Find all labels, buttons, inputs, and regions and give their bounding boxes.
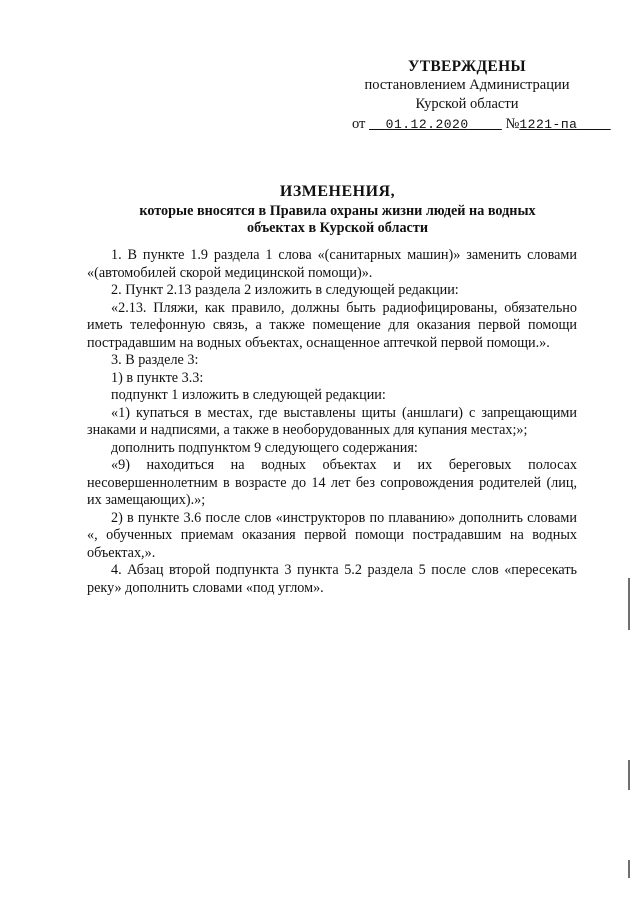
approval-number: 1221-па — [519, 117, 578, 132]
paragraph-11: 4. Абзац второй подпункта 3 пункта 5.2 раздела 5 после слов «пересекать реку» дополнить словами «под углом». — [87, 562, 577, 596]
paragraph-9: «9) находиться на водных объектах и их береговых полосах несовершеннолетним в возрасте до 14 лет без сопровождения родителей (лиц, их замещающих).»; — [87, 457, 577, 508]
document-body — [87, 247, 577, 597]
paragraph-6: подпункт 1 изложить в следующей редакции: — [111, 387, 386, 403]
approval-line-1: постановлением Администрации — [364, 77, 570, 93]
paragraph-10: 2) в пункте 3.6 после слов «инструкторов по плаванию» дополнить словами «, обученных приемам оказания первой помощи пострадавшим на водных объектах,». — [87, 509, 577, 561]
approval-date: 01.12.2020 — [385, 117, 469, 132]
date-prefix: от — [352, 116, 366, 132]
paragraph-3: «2.13. Пляжи, как правило, должны быть радиофицированы, обязательно иметь телефонную связь, а также помещение для оказания первой помощи пострадавшим на водных объектах, оснащенное аптечкой первой помощи.». — [87, 299, 577, 351]
document-heading — [100, 181, 575, 237]
approval-date-line — [352, 115, 582, 134]
paragraph-2: 2. Пункт 2.13 раздела 2 изложить в следующей редакции: — [111, 282, 459, 298]
number-prefix: № — [505, 116, 520, 132]
paragraph-5: 1) в пункте 3.3: — [111, 369, 204, 386]
paragraph-1: 1. В пункте 1.9 раздела 1 слова «(санитарных машин)» заменить словами «(автомобилей скорой медицинской помощи)». — [87, 247, 577, 281]
approval-line-2: Курской области — [415, 96, 519, 112]
paragraph-7: «1) купаться в местах, где выставлены щиты (аншлаги) с запрещающими знаками и надписями, а также в необорудованных для купания местах;»; — [87, 404, 577, 438]
document-subtitle-1: которые вносятся в Правила охраны жизни людей на водных — [139, 203, 536, 219]
approval-title: УТВЕРЖДЕНЫ — [408, 58, 526, 75]
document-title: ИЗМЕНЕНИЯ, — [279, 183, 396, 200]
paragraph-8: дополнить подпунктом 9 следующего содержания: — [111, 439, 418, 456]
scan-artifact-line — [628, 578, 630, 630]
document-subtitle-2: объектах в Курской области — [246, 220, 428, 236]
scan-artifact-line — [628, 760, 630, 790]
paragraph-4: 3. В разделе 3: — [111, 352, 199, 368]
scan-artifact-line — [628, 860, 630, 878]
approval-block — [352, 57, 582, 134]
